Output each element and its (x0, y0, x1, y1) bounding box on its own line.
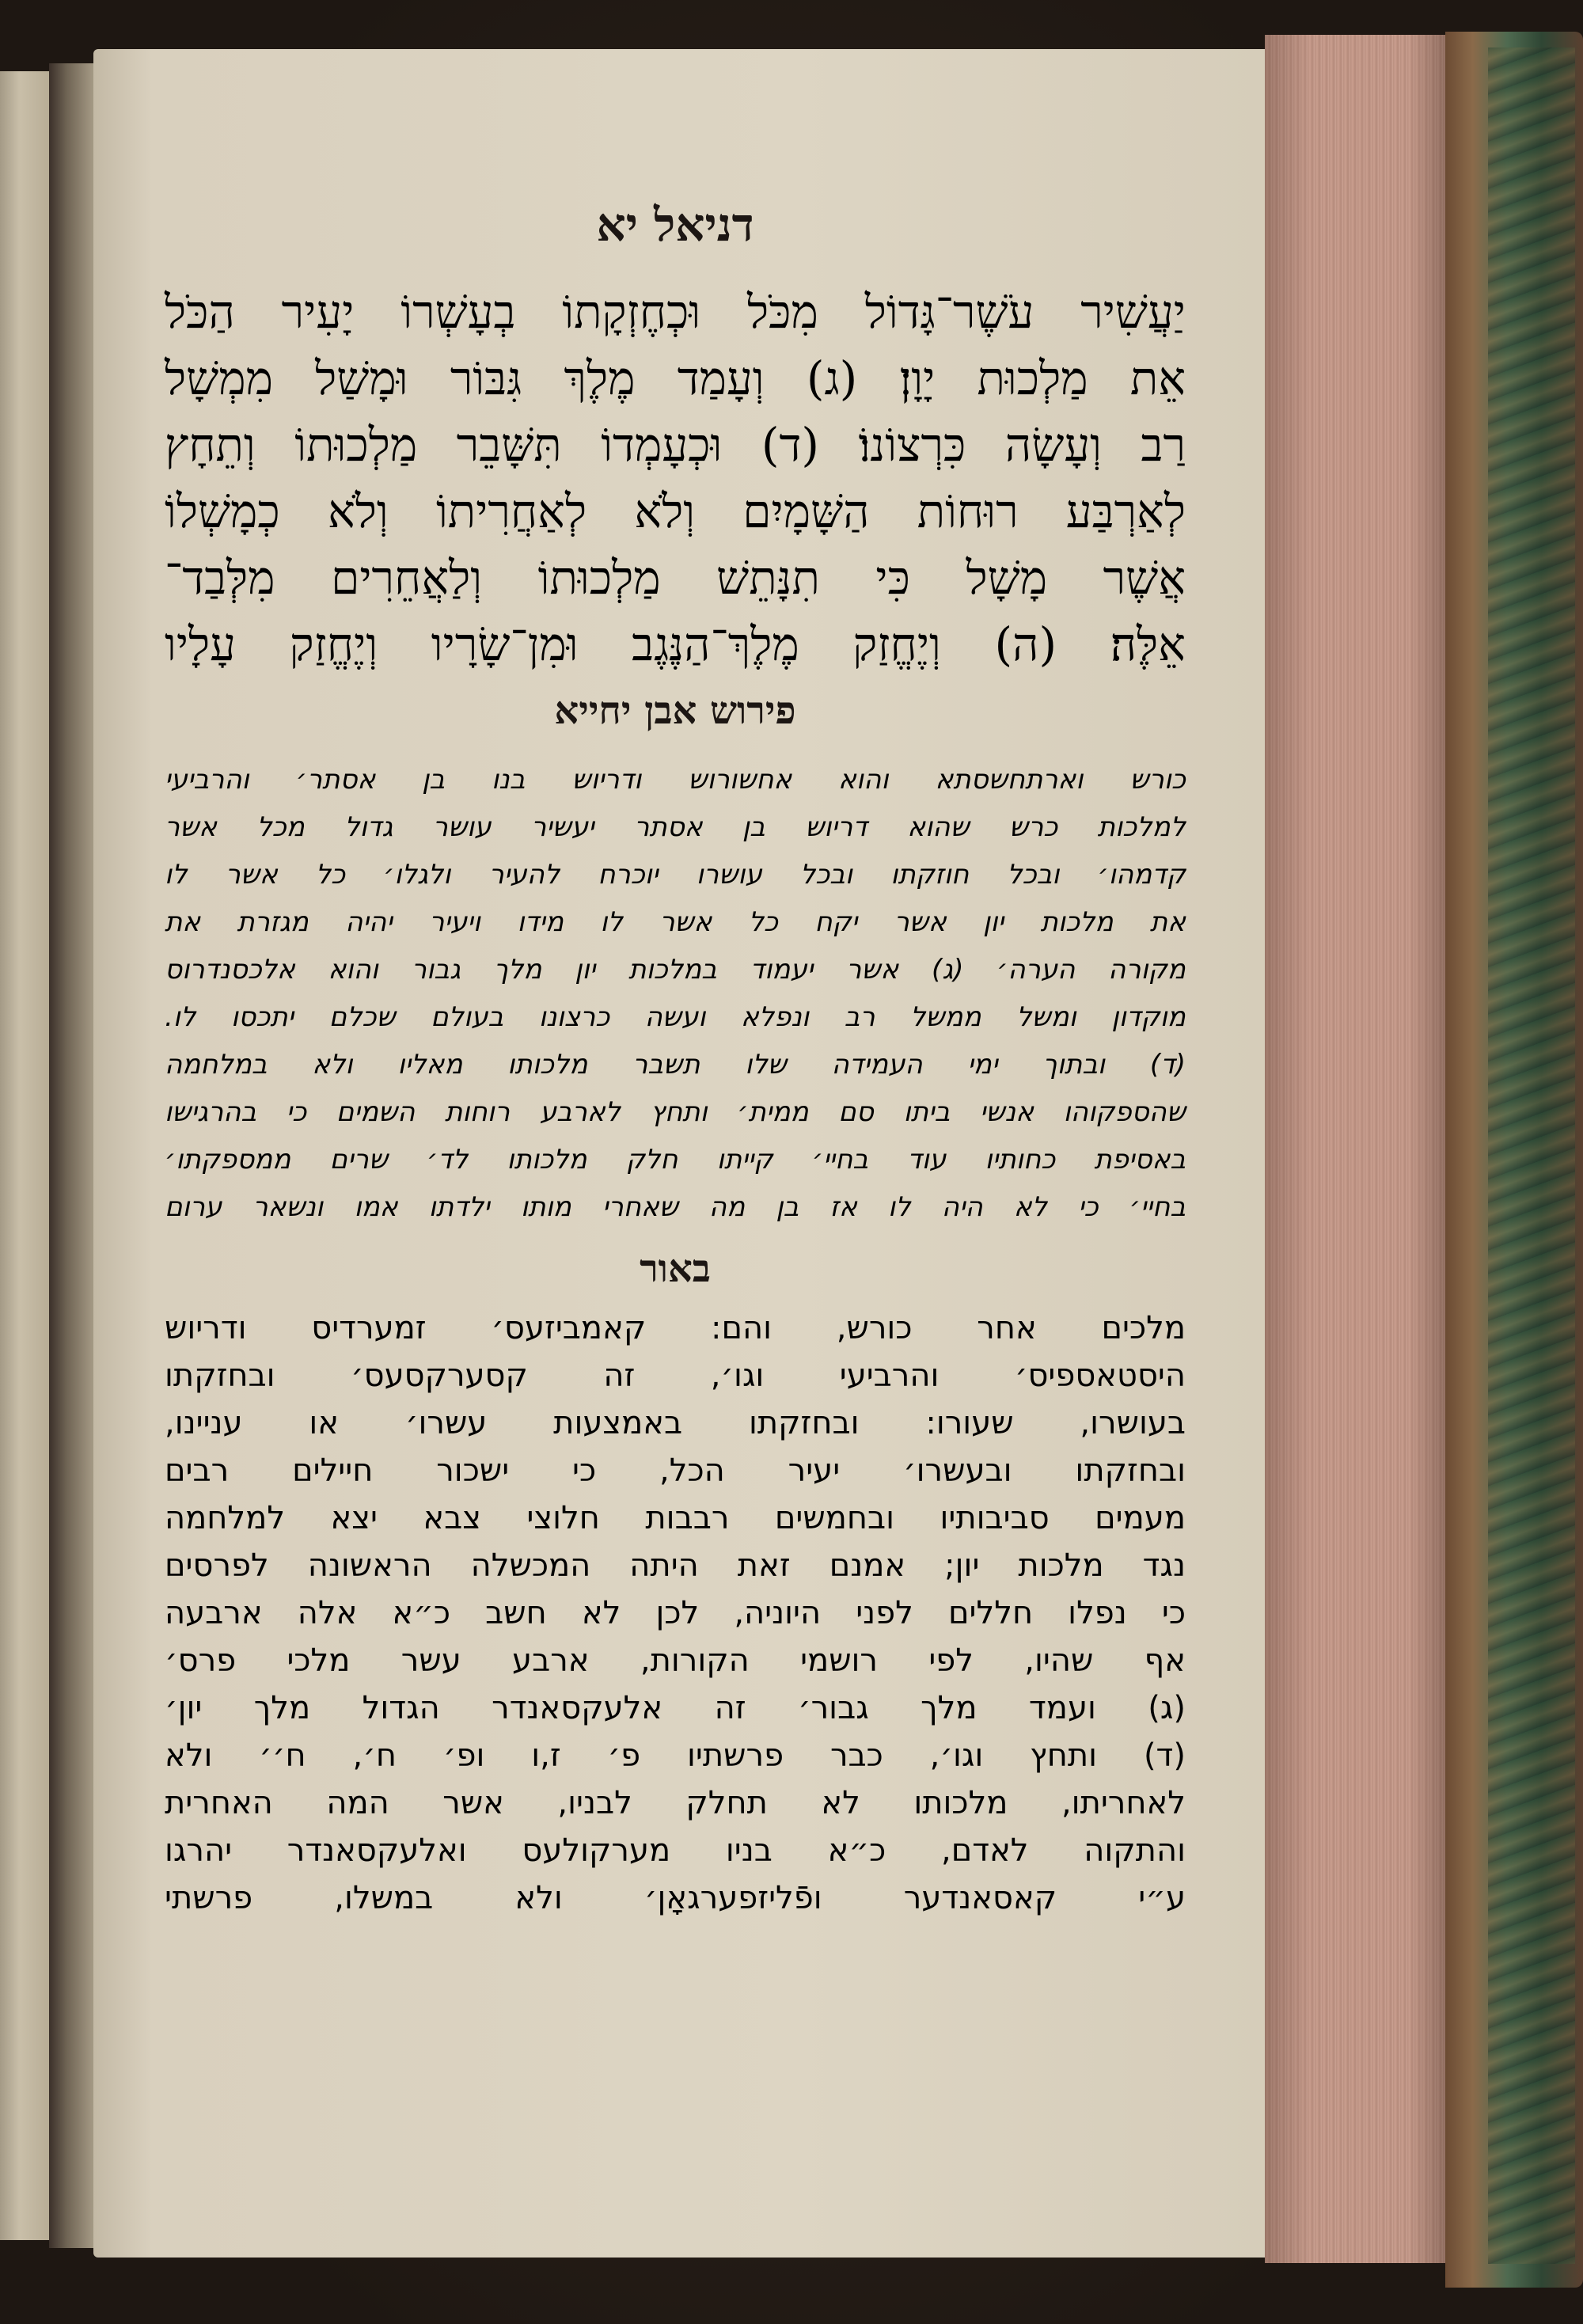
commentary-line: כי נפלו חללים לפני היוניה, לכן לא חשב כ״א אלה ארבעה (165, 1595, 1186, 1631)
commentary-line: ע״י קאסאנדער ופֿליזפערגאָן׳ ולא במשלו, פרשתי (165, 1880, 1186, 1916)
commentary-line: (ג) ועמד מלך גבור׳ זה אלעקסאנדר הגדול מלך יון׳ (165, 1690, 1186, 1726)
verse-line: רַב וְעָשָׂה כִּרְצוֹנוֹ׃ (ד) וּכְעָמְדוֹ תִּשָּׁבֵר מַלְכוּתוֹ וְתֵחָץ (165, 418, 1186, 472)
verse-line: יַעֲשִׁיר עֹשֶׁר־גָּדוֹל מִכֹּל וּכְחֶזְקָתוֹ בְעָשְׁרוֹ יָעִיר הַכֹּל (165, 285, 1186, 339)
commentary-line: כורש וארתחשסתא והוא אחשורוש ודריוש בנו בן אסתר׳ והרביעי (165, 764, 1186, 796)
commentary-line: באסיפת כחותיו עוד בחיי׳ קייתו חלק מלכותו לד׳ שרים ממספקתו׳ (165, 1144, 1186, 1175)
commentary-line: אף שהיו, לפי רושמי הקורות, ארבע עשר מלכי פרס׳ (165, 1642, 1186, 1679)
commentary-line: מקורה הערה׳ (ג) אשר יעמוד במלכות יון מלך גבור והוא אלכסנדרוס (165, 954, 1186, 985)
marbled-cover-pattern (1488, 47, 1575, 2264)
commentary-line: (ד) ותחץ וגו׳, כבר פרשתיו פ׳ ז,ו ופ׳ ח׳, ח׳׳ ולא (165, 1737, 1186, 1774)
verse-line: לְאַרְבַּע רוּחוֹת הַשָּׁמָיִם וְלֹא לְאַחֲרִיתוֹ וְלֹא כְמָשְׁלוֹ (165, 484, 1186, 538)
book-gutter (49, 63, 93, 2248)
commentary-ibn-yahya (165, 764, 1186, 1255)
commentary-line: קדמהו׳ ובכל חוזקתו ובכל עושרו יוכרח להעיר ולגלו׳ כל אשר לו (165, 859, 1186, 890)
commentary-title-ibn-yahya: פירוש אבן יחייא (554, 689, 796, 733)
commentary-line: את מלכות יון אשר יקח כל אשר לו מידו ויעיר יהיה מגזרת את (165, 906, 1186, 938)
commentary-line: מוקדון ומשל ממשל רב ונפלא ועשה כרצונו בעולם שכלם יתכסו לו. (165, 1001, 1186, 1033)
commentary-line: מלכים אחר כורש, והם: קאמביזעס׳ זמערדיס ודריוש (165, 1310, 1186, 1346)
page-block-shade (1265, 35, 1445, 2263)
commentary-line: בעושרו, שעורו: ובחזקתו באמצעות עשרו׳ או עניינו, (165, 1405, 1186, 1441)
commentary-line: והתקוה לאדם, כ״א בניו מערקולעס ואלעקסאנדר יהרגו (165, 1832, 1186, 1869)
commentary-line: מעמים סביבותיו ובחמשים רבבות חלוצי צבא יצא למלחמה (165, 1500, 1186, 1536)
commentary-line: בחיי׳ כי לא היה לו אז בן מה שאחרי מותו ילדתו אמו ונשאר ערום (165, 1191, 1186, 1223)
commentary-line: היסטאספיס׳ והרביעי וגו׳, זה קסערקסעס׳ ובחזקתו (165, 1358, 1186, 1394)
commentary-line: שהספקוהו אנשי ביתו סם ממית׳ ותחץ לארבע רוחות השמים כי בהרגישו (165, 1096, 1186, 1128)
commentary-title-biur: באור (640, 1247, 711, 1291)
commentary-biur (165, 1310, 1186, 1927)
verse-text (165, 285, 1186, 697)
verse-line: אֵת מַלְכוּת יָוָן׃ (ג) וְעָמַד מֶלֶךְ גִּבּוֹר וּמָשַׁל מִמְשָׁל (165, 351, 1186, 405)
facing-page-edge (0, 71, 49, 2240)
commentary-line: ובחזקתו ובעשרו׳ יעיר הכל, כי ישכור חיילים רבים (165, 1452, 1186, 1489)
commentary-line: למלכות כרש שהוא דריוש בן אסתר יעשיר עושר גדול מכל אשר (165, 811, 1186, 843)
verse-line: אֵלֶּה׃ (ה) וְיֶחֱזַק מֶלֶךְ־הַנֶּגֶב וּמִן־שָׂרָיו וְיֶחֱזַק עָלָיו (165, 617, 1186, 671)
commentary-line: (ד) ובתוך ימי העמידה שלו תשבר מלכותו מאליו ולא במלחמה (165, 1049, 1186, 1080)
running-head: דניאל יא (596, 198, 754, 252)
verse-line: אֲשֶׁר מָשָׁל כִּי תִנָּתֵשׁ מַלְכוּתוֹ וְלַאֲחֵרִים מִלְּבַד־ (165, 551, 1186, 605)
commentary-line: נגד מלכות יון; אמנם זאת היתה המכשלה הראשונה לפרסים (165, 1547, 1186, 1584)
commentary-line: לאחריתו, מלכותו לא תחלק לבניו, אשר המה האחרית (165, 1785, 1186, 1821)
